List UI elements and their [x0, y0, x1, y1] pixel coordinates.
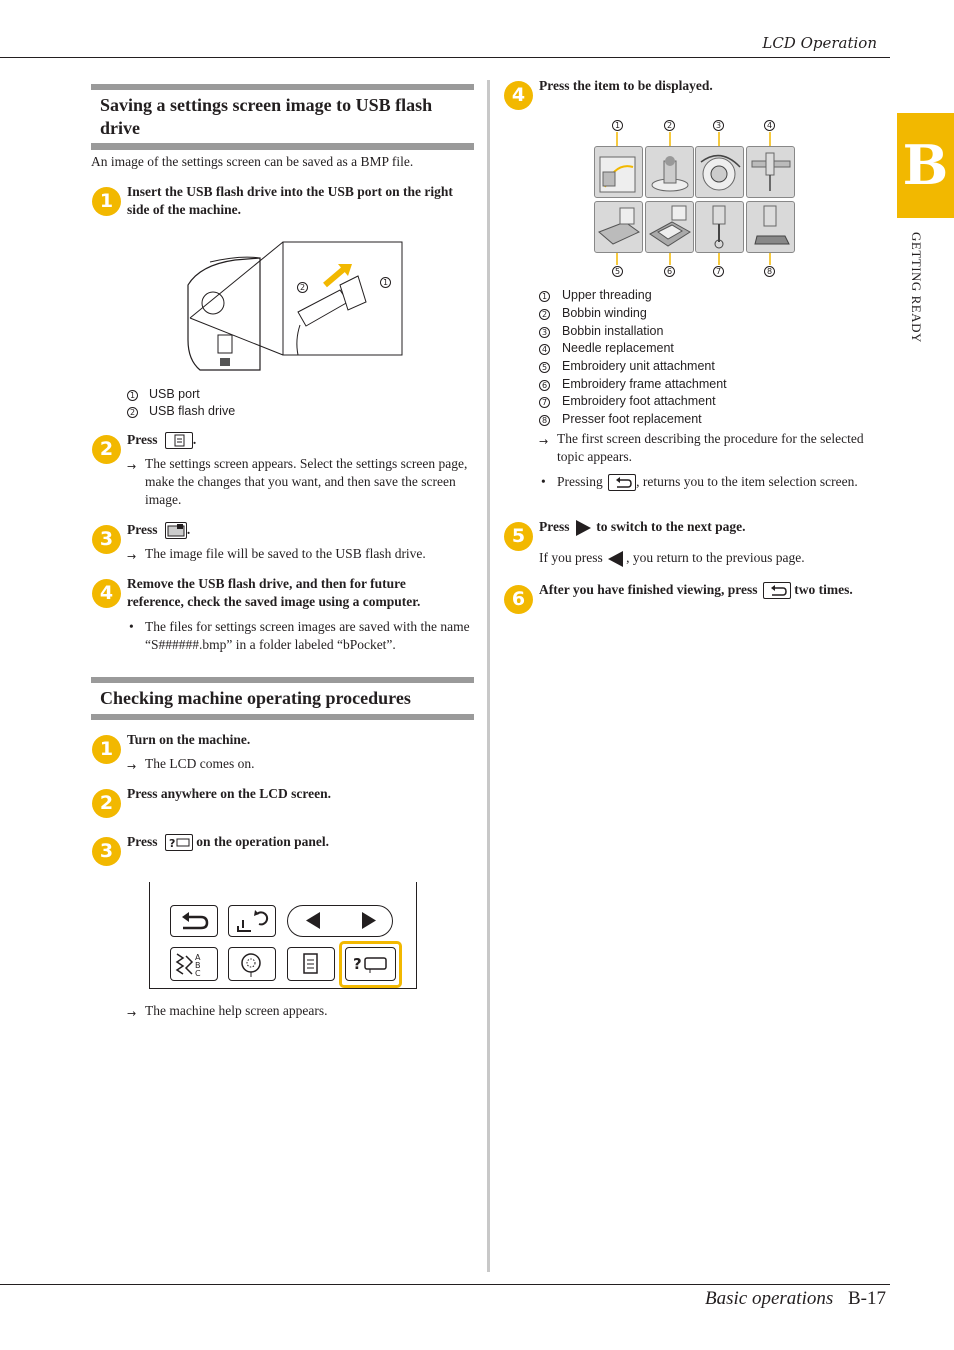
step-badge: 1	[92, 187, 121, 216]
legend-marker: 1	[127, 390, 138, 401]
item-bobbin-winding[interactable]	[645, 146, 694, 198]
stitch-select-button[interactable]	[170, 947, 218, 981]
svg-text:B: B	[195, 961, 201, 970]
result-arrow: →	[539, 435, 549, 448]
machine-help-button[interactable]	[345, 947, 396, 981]
legend-item: Embroidery frame attachment	[562, 377, 727, 391]
item-upper-threading[interactable]	[594, 146, 643, 198]
step-result: The first screen describing the procedure for the selected topic appears.	[557, 431, 864, 464]
chapter-label: GETTING READY	[909, 232, 924, 343]
step-badge: 5	[504, 522, 533, 551]
page-footer	[705, 1288, 886, 1310]
legend-item: Needle replacement	[562, 341, 674, 355]
step-badge: 4	[504, 81, 533, 110]
step-badge: 1	[92, 735, 121, 764]
intro-rule	[91, 143, 474, 144]
callout-marker: 1	[380, 277, 391, 288]
svg-text:?: ?	[168, 837, 176, 851]
step-text-b: to switch to the next page.	[596, 519, 746, 534]
back-icon	[763, 582, 791, 599]
item-presser-foot[interactable]	[746, 201, 795, 253]
intro-text: An image of the settings screen can be saved as a BMP file.	[91, 154, 414, 169]
svg-text:A: A	[195, 953, 201, 962]
result-arrow: →	[127, 460, 137, 473]
step-press-label	[127, 431, 196, 449]
help-icon	[165, 834, 193, 851]
step-text-a: Press	[539, 519, 570, 534]
step-badge: 2	[92, 789, 121, 818]
legend-marker: 2	[127, 407, 138, 418]
step-text-a: After you have finished viewing, press	[539, 582, 758, 597]
panel-edge	[416, 882, 417, 989]
legend-item: Embroidery unit attachment	[562, 359, 715, 373]
column-divider	[487, 80, 490, 1272]
legend-usb-drive: USB flash drive	[149, 404, 236, 418]
page-number: B-17	[848, 1288, 886, 1309]
thumb-marker: 5	[612, 266, 623, 277]
legend-item: Bobbin winding	[562, 306, 647, 320]
running-header: LCD Operation	[762, 34, 877, 52]
thumb-marker: 3	[713, 120, 724, 131]
press-word: Press	[127, 522, 158, 537]
step-result: The LCD comes on.	[145, 756, 255, 771]
svg-text:?: ?	[353, 955, 362, 973]
period: .	[186, 522, 191, 537]
thread-cutter-button[interactable]	[228, 905, 276, 937]
step-text	[539, 518, 745, 537]
step-badge: 4	[92, 579, 121, 608]
period: .	[192, 432, 197, 447]
step-text: Remove the USB flash drive, and then for future reference, check the saved image using a computer.	[127, 576, 421, 609]
embroidery-button[interactable]	[228, 947, 276, 981]
legend-marker: 5	[539, 362, 550, 373]
legend-item: Embroidery foot attachment	[562, 394, 716, 408]
step-text	[539, 581, 853, 599]
step-badge: 3	[92, 525, 121, 554]
step-note-b: , you return to the previous page.	[626, 550, 805, 565]
result-arrow: →	[127, 760, 137, 773]
back-button[interactable]	[170, 905, 218, 937]
step-press-label	[127, 521, 190, 539]
item-bobbin-installation[interactable]	[695, 146, 744, 198]
bullet-text-b: , returns you to the item selection screen.	[636, 474, 858, 489]
callout-marker: 2	[297, 282, 308, 293]
section-title-usb: Saving a settings screen image to USB flash drive	[91, 84, 474, 150]
back-icon	[608, 474, 636, 491]
bullet: •	[129, 619, 134, 634]
item-needle-replacement[interactable]	[746, 146, 795, 198]
thumb-marker: 7	[713, 266, 724, 277]
step-text: Turn on the machine.	[127, 732, 251, 747]
section-title-procedures: Checking machine operating procedures	[91, 677, 474, 720]
legend-item: Presser foot replacement	[562, 412, 702, 426]
legend-marker: 2	[539, 309, 550, 320]
next-page-icon	[573, 519, 593, 537]
step-result: The image file will be saved to the USB flash drive.	[145, 546, 426, 561]
legend-marker: 4	[539, 344, 550, 355]
screenshot-icon	[165, 522, 187, 539]
marker-leaders-bottom	[590, 253, 800, 267]
svg-text:C: C	[195, 969, 201, 978]
item-embroidery-foot[interactable]	[695, 201, 744, 253]
bullet-text-a: Pressing	[557, 474, 603, 489]
header-rule	[0, 57, 890, 58]
footer-section: Basic operations	[705, 1288, 834, 1309]
legend-marker: 3	[539, 327, 550, 338]
legend-item: Upper threading	[562, 288, 652, 302]
step-rest: on the operation panel.	[196, 834, 330, 849]
item-embroidery-unit[interactable]	[594, 201, 643, 253]
page-nav-button[interactable]	[287, 905, 393, 937]
bullet-text: The files for settings screen images are saved with the name “S######.bmp” in a folder labeled “bPocket”.	[145, 619, 470, 652]
step-press-label	[127, 833, 329, 851]
result-arrow: →	[127, 550, 137, 563]
step-badge: 2	[92, 435, 121, 464]
prev-page-icon	[606, 550, 626, 568]
legend-marker: 7	[539, 397, 550, 408]
legend-item: Bobbin installation	[562, 324, 664, 338]
step-result: The settings screen appears. Select the settings screen page, make the changes that you want, and then save the screen image.	[145, 456, 468, 507]
thumb-marker: 6	[664, 266, 675, 277]
result-arrow: →	[127, 1007, 137, 1020]
item-embroidery-frame[interactable]	[645, 201, 694, 253]
step-text-b: two times.	[794, 582, 853, 597]
usb-illustration	[180, 240, 405, 375]
step-badge: 6	[504, 585, 533, 614]
settings-button[interactable]	[287, 947, 335, 981]
press-word: Press	[127, 432, 158, 447]
step-note-a: If you press	[539, 550, 603, 565]
legend-marker: 8	[539, 415, 550, 426]
chapter-tab: B	[897, 113, 954, 218]
legend-usb-port: USB port	[149, 387, 200, 401]
step-text: Insert the USB flash drive into the USB port on the right side of the machine.	[127, 184, 453, 217]
step-text: Press the item to be displayed.	[539, 78, 713, 93]
step-result: The machine help screen appears.	[145, 1003, 328, 1018]
thumb-marker: 1	[612, 120, 623, 131]
bullet-text	[557, 473, 877, 491]
thumb-marker: 4	[764, 120, 775, 131]
settings-icon	[165, 432, 193, 449]
step-text: Press anywhere on the LCD screen.	[127, 786, 331, 801]
thumb-marker: 8	[764, 266, 775, 277]
bullet: •	[541, 474, 546, 489]
step-note	[539, 549, 805, 568]
press-word: Press	[127, 834, 158, 849]
legend-marker: 1	[539, 291, 550, 302]
step-badge: 3	[92, 837, 121, 866]
legend-marker: 6	[539, 380, 550, 391]
footer-rule	[0, 1284, 890, 1285]
thumb-marker: 2	[664, 120, 675, 131]
